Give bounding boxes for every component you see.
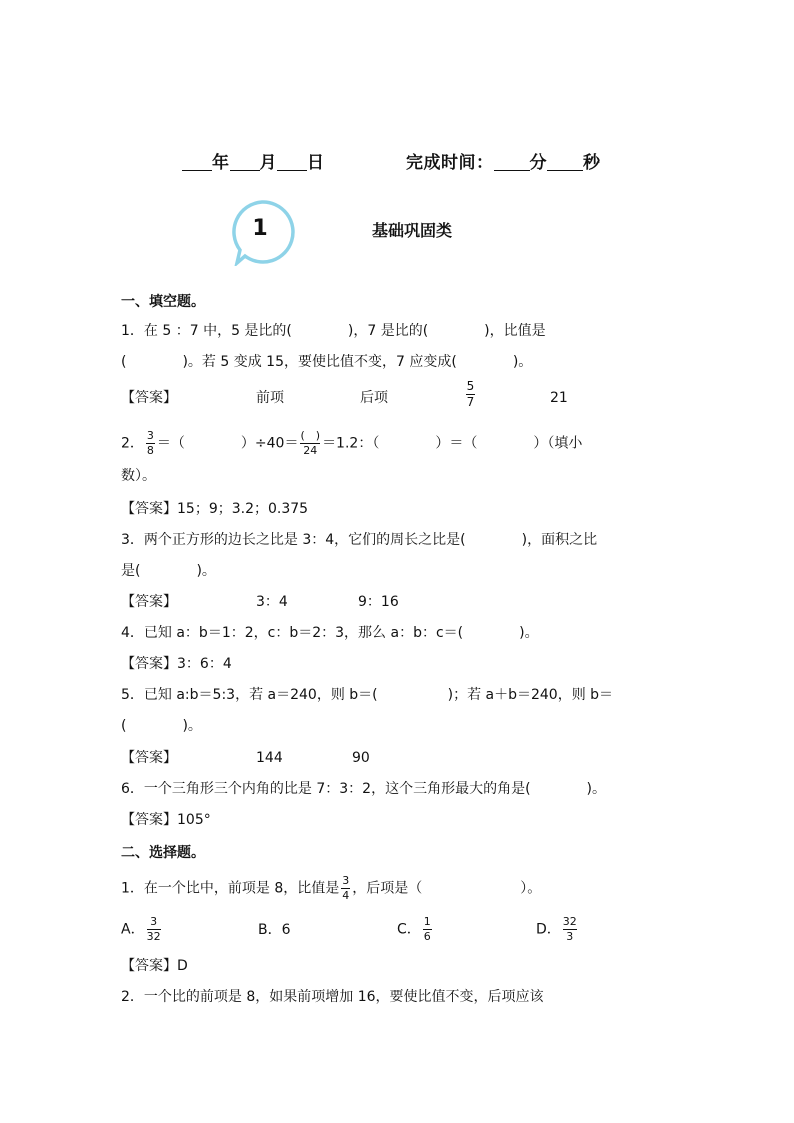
option-c-den: 6 [423,930,431,943]
section1-title: 一、填空题。 [121,294,205,310]
q2-number: 2． [121,435,144,452]
q2-line1 [121,430,582,457]
q1-line2: ( )。若 5 变成 15，要使比值不变，7 应变成( )。 [121,354,533,370]
year-label: 年 [212,153,230,173]
q2-part2: ＝1.2：（ ）＝（ ）（填小 [322,435,583,452]
q1-answer-1: 前项 [256,390,284,406]
q4-answer: 【答案】3：6：4 [121,656,232,672]
section-title: 基础巩固类 [372,221,453,240]
minute-blank[interactable] [494,153,530,171]
s2-q1-frac-num: 3 [342,874,350,887]
option-d-den: 3 [566,930,574,943]
q2-frac2-num: ( ) [300,429,321,442]
section-badge [228,198,296,266]
option-d-num: 32 [562,915,577,928]
option-c-num: 1 [423,915,431,928]
second-blank[interactable] [547,153,583,171]
month-blank[interactable] [230,153,260,171]
q5-answer-1: 144 [256,750,283,766]
s2-q1-frac-den: 4 [342,889,350,902]
q3-line1: 3．两个正方形的边长之比是 3：4，它们的周长之比是( )，面积之比 [121,532,598,548]
q1-answer-3-den: 7 [466,395,475,409]
q1-line1: 1．在 5 ：7 中，5 是比的( )，7 是比的( )，比值是 [121,323,546,339]
q3-answer-label: 【答案】 [121,594,177,610]
option-a-label: A． [121,921,145,938]
option-c[interactable] [397,916,434,943]
q1-answer-3-num: 5 [466,379,475,393]
q1-answer-label: 【答案】 [121,390,177,406]
time-header [406,148,601,173]
minute-label: 分 [529,153,547,173]
q4-line1: 4．已知 a：b＝1：2，c：b＝2：3，那么 a：b：c＝( )。 [121,625,539,641]
option-b[interactable]: B．6 [258,922,291,938]
q2-answer: 【答案】15；9；3.2；0.375 [121,501,309,517]
option-d[interactable] [536,916,579,943]
month-label: 月 [259,153,277,173]
s2-q2-line1: 2．一个比的前项是 8，如果前项增加 16，要使比值不变，后项应该 [121,989,544,1005]
q3-line2: 是( )。 [121,563,216,579]
q1-answer-2: 后项 [360,390,388,406]
q5-answer-2: 90 [352,750,370,766]
q6-line1: 6．一个三角形三个内角的比是 7：3：2，这个三角形最大的角是( )。 [121,781,607,797]
q2-frac-den: 8 [146,444,154,457]
section2-title: 二、选择题。 [121,845,205,861]
q2-frac-num: 3 [146,429,154,442]
q5-line1: 5．已知 a:b＝5:3，若 a＝240，则 b＝( )；若 a＋b＝240，则 b＝ [121,687,614,703]
q3-answer-2: 9：16 [358,594,399,610]
q2-frac2-den: 24 [303,444,318,457]
badge-number: 1 [252,216,268,241]
s2-q1-part2: ，后项是（ ）。 [352,880,542,897]
q6-answer: 【答案】105° [121,812,211,828]
time-label: 完成时间： [406,153,494,173]
year-blank[interactable] [182,153,212,171]
day-blank[interactable] [277,153,307,171]
option-c-label: C． [397,921,421,938]
q1-answer-4: 21 [550,390,568,406]
q3-answer-1: 3：4 [256,594,288,610]
option-a-den: 32 [146,930,161,943]
option-d-label: D． [536,921,561,938]
q5-answer-label: 【答案】 [121,750,177,766]
q2-part1: ＝（ ）÷40＝ [156,435,299,452]
s2-q1-line1 [121,875,541,902]
s2-q1-answer: 【答案】D [121,958,188,974]
q2-line2: 数）。 [121,468,156,484]
second-label: 秒 [583,153,601,173]
date-header [182,148,325,173]
q5-line2: ( )。 [121,718,202,734]
day-label: 日 [307,153,325,173]
q1-answer-3 [464,380,477,409]
s2-q1-part1: 1．在一个比中，前项是 8，比值是 [121,880,340,897]
option-a[interactable] [121,916,163,943]
option-a-num: 3 [150,915,158,928]
